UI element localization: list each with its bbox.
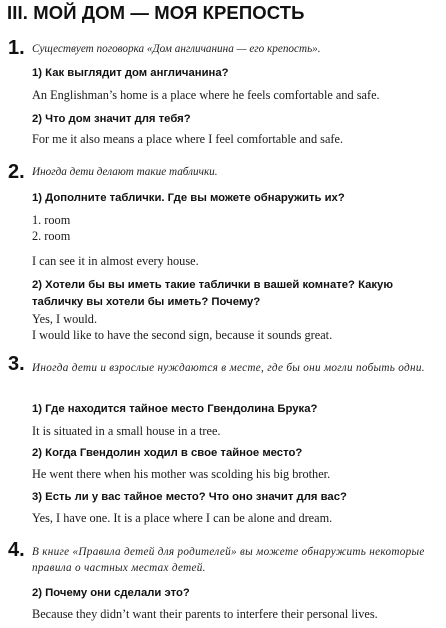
section-1-answer-1: An Englishman’s home is a place where he feels comfortable and safe. — [32, 88, 380, 102]
section-3-intro: Иногда дети и взрослые нуждаются в месте, где бы они могли побыть одни. — [32, 362, 425, 374]
section-1-question-2: 2) Что дом значит для тебя? — [32, 113, 191, 125]
section-2-answer-2-line-2: I would like to have the second sign, because it sounds great. — [32, 328, 333, 342]
section-3-answer-3: Yes, I have one. It is a place where I can be alone and dream. — [32, 511, 333, 525]
section-1-question-1: 1) Как выглядит дом англичанина? — [32, 67, 229, 79]
section-3-question-1: 1) Где находится тайное место Гвендолина Брука? — [32, 403, 318, 415]
section-3-answer-1: It is situated in a small house in a tree. — [32, 424, 221, 438]
section-2-intro: Иногда дети делают такие таблички. — [32, 166, 218, 178]
section-2-answer-2-line-1: Yes, I would. — [32, 312, 98, 326]
section-2-question-1: 1) Дополните таблички. Где вы можете обнаружить их? — [32, 192, 345, 204]
section-3-question-2: 2) Когда Гвендолин ходил в свое тайное место? — [32, 447, 303, 459]
page-title: III. МОЙ ДОМ — МОЯ КРЕПОСТЬ — [7, 2, 305, 23]
section-2-answer-line-2: 2. room — [32, 229, 71, 243]
section-1-intro: Существует поговорка «Дом англичанина — его крепость». — [32, 43, 321, 55]
section-4-answer: Because they didn’t want their parents to interfere their personal lives. — [32, 607, 378, 621]
section-1-answer-2: For me it also means a place where I feel comfortable and safe. — [32, 132, 344, 146]
section-4-intro: В книге «Правила детей для родителей» вы можете обнаружить некоторые правила о частных местах детей. — [32, 546, 425, 574]
section-3-question-3: 3) Есть ли у вас тайное место? Что оно значит для вас? — [32, 491, 347, 503]
section-number-4: 4. — [8, 539, 25, 561]
section-number-3: 3. — [8, 353, 25, 375]
section-2-answer-line-1: 1. room — [32, 213, 71, 227]
section-3-answer-2: He went there when his mother was scolding his big brother. — [32, 467, 331, 481]
section-2-answer-line-3: I can see it in almost every house. — [32, 254, 199, 268]
section-2-question-2: 2) Хотели бы вы иметь такие таблички в вашей комнате? Какую табличку вы хотели бы иметь? Почему? — [32, 279, 393, 308]
section-4-question: 2) Почему они сделали это? — [32, 587, 190, 599]
section-number-1: 1. — [8, 37, 25, 59]
section-number-2: 2. — [8, 161, 25, 183]
